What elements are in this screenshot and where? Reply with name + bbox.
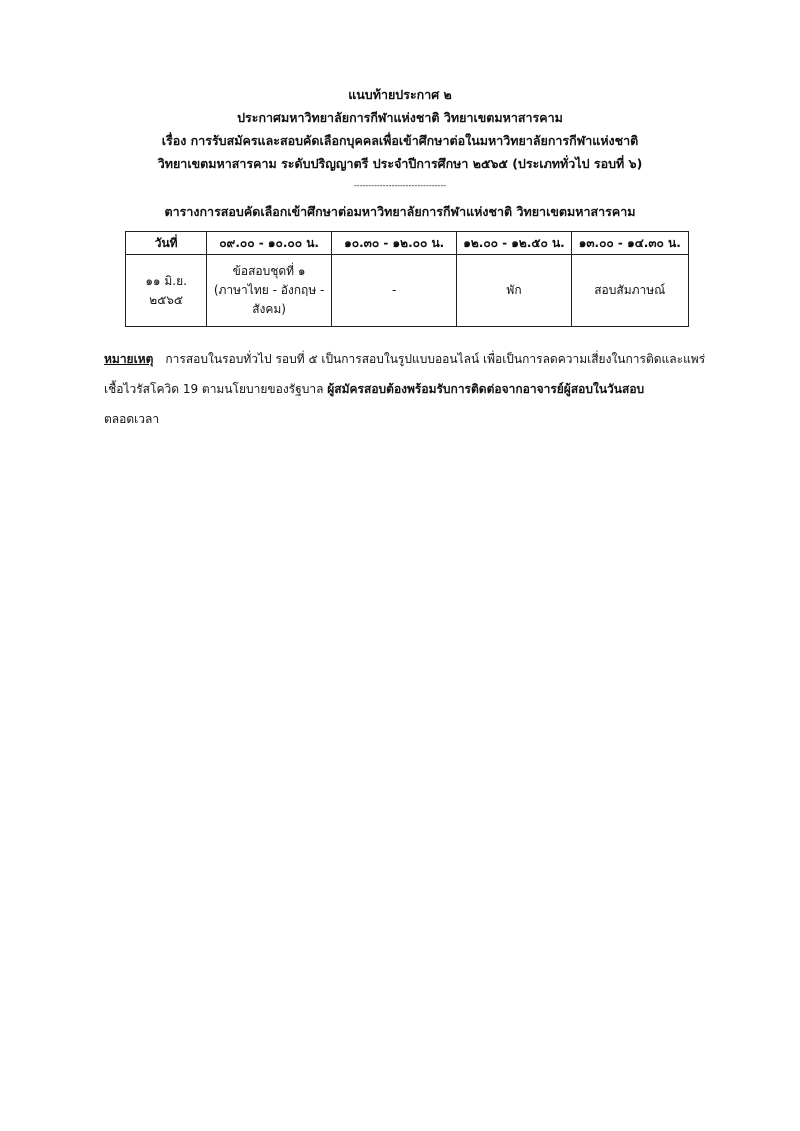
announcement-title: ประกาศมหาวิทยาลัยการกีฬาแห่งชาติ วิทยาเขตมหาสารคาม <box>237 110 563 125</box>
cell-slot-1 <box>207 255 332 327</box>
cell-date <box>126 255 207 327</box>
attachment-heading: แนบท้ายประกาศ ๒ <box>348 87 452 102</box>
table-row <box>126 255 689 327</box>
date-line-2: ๒๕๖๕ <box>149 292 183 307</box>
remark-end: ตลอดเวลา <box>104 412 160 426</box>
header-slot-3: ๑๒.๐๐ - ๑๒.๕๐ น. <box>457 232 571 255</box>
cell-slot-3: พัก <box>457 255 571 327</box>
remark <box>104 344 716 434</box>
remark-emphasis: ผู้สมัครสอบต้องพร้อมรับการติดต่อจากอาจารย์ผู้สอบในวันสอบ <box>327 382 645 396</box>
table-title: ตารางการสอบคัดเลือกเข้าศึกษาต่อมหาวิทยาลัยการกีฬาแห่งชาติ วิทยาเขตมหาสารคาม <box>164 204 636 219</box>
slot1-line-2: (ภาษาไทย - อังกฤษ - <box>213 283 325 297</box>
table-header-row <box>126 232 689 255</box>
header-slot-2: ๑๐.๓๐ - ๑๒.๐๐ น. <box>331 232 457 255</box>
date-line-1: ๑๑ มิ.ย. <box>145 273 187 288</box>
slot1-line-1: ข้อสอบชุดที่ ๑ <box>232 264 306 278</box>
remark-text: การสอบในรอบทั่วไป รอบที่ ๕ เป็นการสอบในรูปแบบออนไลน์ เพื่อเป็นการลดความเสี่ยงในการติดและแพร่เชื้อไวรัสโควิด 19 ตามนโยบายของรัฐบาล <box>104 352 706 396</box>
slot1-line-3: สังคม) <box>252 302 286 316</box>
schedule-table <box>125 231 689 327</box>
remark-label: หมายเหตุ <box>104 352 154 366</box>
divider: -------------------------------- <box>353 181 447 190</box>
announcement-subject-cont: วิทยาเขตมหาสารคาม ระดับปริญญาตรี ประจำปีการศึกษา ๒๕๖๕ (ประเภททั่วไป รอบที่ ๖) <box>157 156 643 171</box>
cell-slot-2: - <box>331 255 457 327</box>
announcement-subject: เรื่อง การรับสมัครและสอบคัดเลือกบุคคลเพื่อเข้าศึกษาต่อในมหาวิทยาลัยการกีฬาแห่งชาติ <box>161 133 639 148</box>
header-slot-1: ๐๙.๐๐ - ๑๐.๐๐ น. <box>207 232 332 255</box>
header-slot-4: ๑๓.๐๐ - ๑๔.๓๐ น. <box>571 232 688 255</box>
header-date: วันที่ <box>126 232 207 255</box>
cell-slot-4: สอบสัมภาษณ์ <box>571 255 688 327</box>
